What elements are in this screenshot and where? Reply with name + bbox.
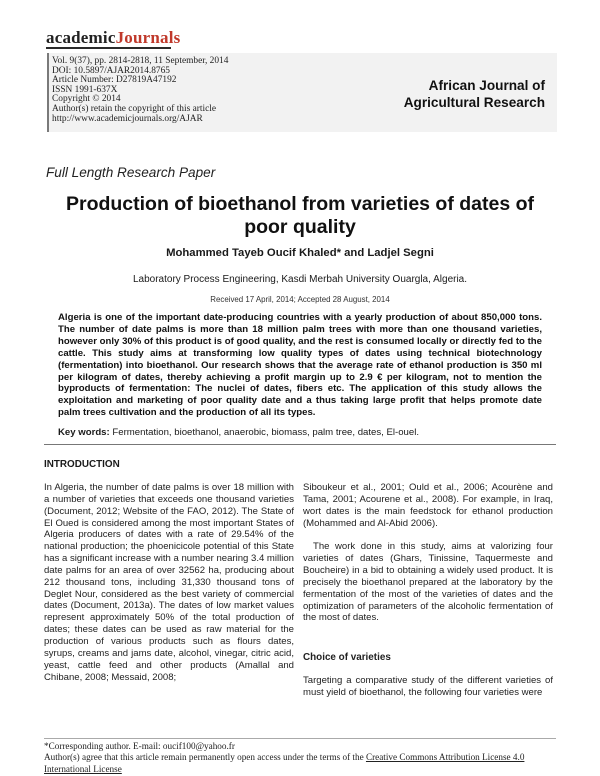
- intro-paragraph-1: In Algeria, the number of date palms is over 18 million with a number of varieties that exceeds one thousand varieties (Document, 2012; Website of the FAO, 2012). The State of El Oued is considered among the most important States of Algeria producers of dates with a rate of 29.54% of the national production; the phoenicicole potential of this State has a significant increase with a number nearing 3.4 million date palms for an area of over 32562 ha, producing about 212 thousand tons, including 31,330 thousand tons of Deglet Nour, considered as the best variety of commercial dates (Document, 2013a). The dates of low market values represent approximately 50% of the total production of dates; these dates can be used as raw material for the production of various products such as flours dates, syrups, creams and jams date, alcohol, vinegar, citric acid, yeast, cattle feed and other products (Amallal and Chibane, 2008; Messaid, 2008;: [44, 482, 294, 683]
- license-link[interactable]: Creative Commons Attribution License 4.0 International License: [44, 752, 525, 774]
- intro-paragraph-3: The work done in this study, aims at valorizing four varieties of dates (Ghars, Tinissine, Taquermeste and Boucheire) in a bid to obtaining a widely used product. It is precisely the bioethanol prepared at the laboratory by the fermentation of the most of the varieties of dates and the optimization of parameters of the alcoholic fermentation of the most of dates.: [303, 541, 553, 624]
- column-left: [44, 482, 294, 737]
- paper-title: Production of bioethanol from varieties of dates of poor quality: [65, 193, 535, 238]
- license-text: Author(s) agree that this article remain permanently open access under the terms of the: [44, 752, 366, 763]
- abstract-divider: [44, 444, 556, 445]
- received-dates: Received 17 April, 2014; Accepted 28 August, 2014: [210, 295, 390, 304]
- logo-text-academic: academic: [46, 28, 116, 47]
- choice-heading: Choice of varieties: [303, 652, 391, 664]
- keywords-label: Key words:: [58, 427, 110, 438]
- license-note: [44, 752, 556, 775]
- article-info: [52, 57, 327, 124]
- intro-paragraph-2: Siboukeur et al., 2001; Ould et al., 2006; Acourène and Tama, 2001; Acourene et al., 2008). For example, in Iraq, wort dates is the main feedstock for ethanol production (Mohammed and Al-Abid 2006).: [303, 482, 553, 529]
- logo-underline: [46, 47, 171, 49]
- authors: Mohammed Tayeb Oucif Khaled* and Ladjel Segni: [166, 247, 434, 259]
- keywords: [58, 427, 542, 438]
- footnote-divider: [44, 738, 556, 739]
- choice-paragraph: Targeting a comparative study of the different varieties of must yield of bioethanol, the following four varieties were: [303, 675, 553, 698]
- meta-article-number: Article Number: D27819A47192: [52, 75, 177, 86]
- publisher-logo: [46, 28, 180, 48]
- keywords-list: Fermentation, bioethanol, anaerobic, biomass, palm tree, dates, El-ouel.: [109, 427, 420, 438]
- meta-copyright: Copyright © 2014: [52, 94, 121, 105]
- paper-type: Full Length Research Paper: [46, 165, 216, 180]
- abstract: Algeria is one of the important date-producing countries with a yearly production of about 850,000 tons. The number of date palms is more than 18 million palm trees with more than one thousand varieties, however only 30% of this product is of good quality, and the rest is consumed locally or directly fed to the cattle. This study aims at transforming low quality types of dates using technical biotechnology (fermentation) into bioethanol. Our research shows that the average rate of ethanol production is 350 ml per kilogram of dates, thereby achieving a profit margin up to 2.9 € per kilogram, not to mention the byproducts of fermentation: The nuclei of dates, fibers etc. The application of this study allows the exploitation and marketing of poor quality date and a thus taking large profit that helps promote date palm trees cultivation and the production of all its types.: [58, 312, 542, 419]
- logo-text-journals: Journals: [115, 28, 181, 47]
- column-right: [303, 482, 553, 737]
- meta-rights: Author(s) retain the copyright of this article: [52, 103, 217, 114]
- introduction-heading: INTRODUCTION: [44, 459, 120, 470]
- journal-name: African Journal of Agricultural Research: [403, 78, 545, 110]
- footnote: [44, 741, 556, 775]
- meta-issn: ISSN 1991-637X: [52, 84, 118, 95]
- meta-url[interactable]: http://www.academicjournals.org/AJAR: [52, 113, 203, 124]
- meta-volume: Vol. 9(37), pp. 2814-2818, 11 September, 2014: [52, 56, 229, 66]
- corresponding-author: *Corresponding author. E-mail: oucif100@yahoo.fr: [44, 741, 235, 751]
- meta-doi: DOI: 10.5897/AJAR2014.8765: [52, 65, 170, 76]
- affiliation: Laboratory Process Engineering, Kasdi Merbah University Ouargla, Algeria.: [132, 274, 468, 285]
